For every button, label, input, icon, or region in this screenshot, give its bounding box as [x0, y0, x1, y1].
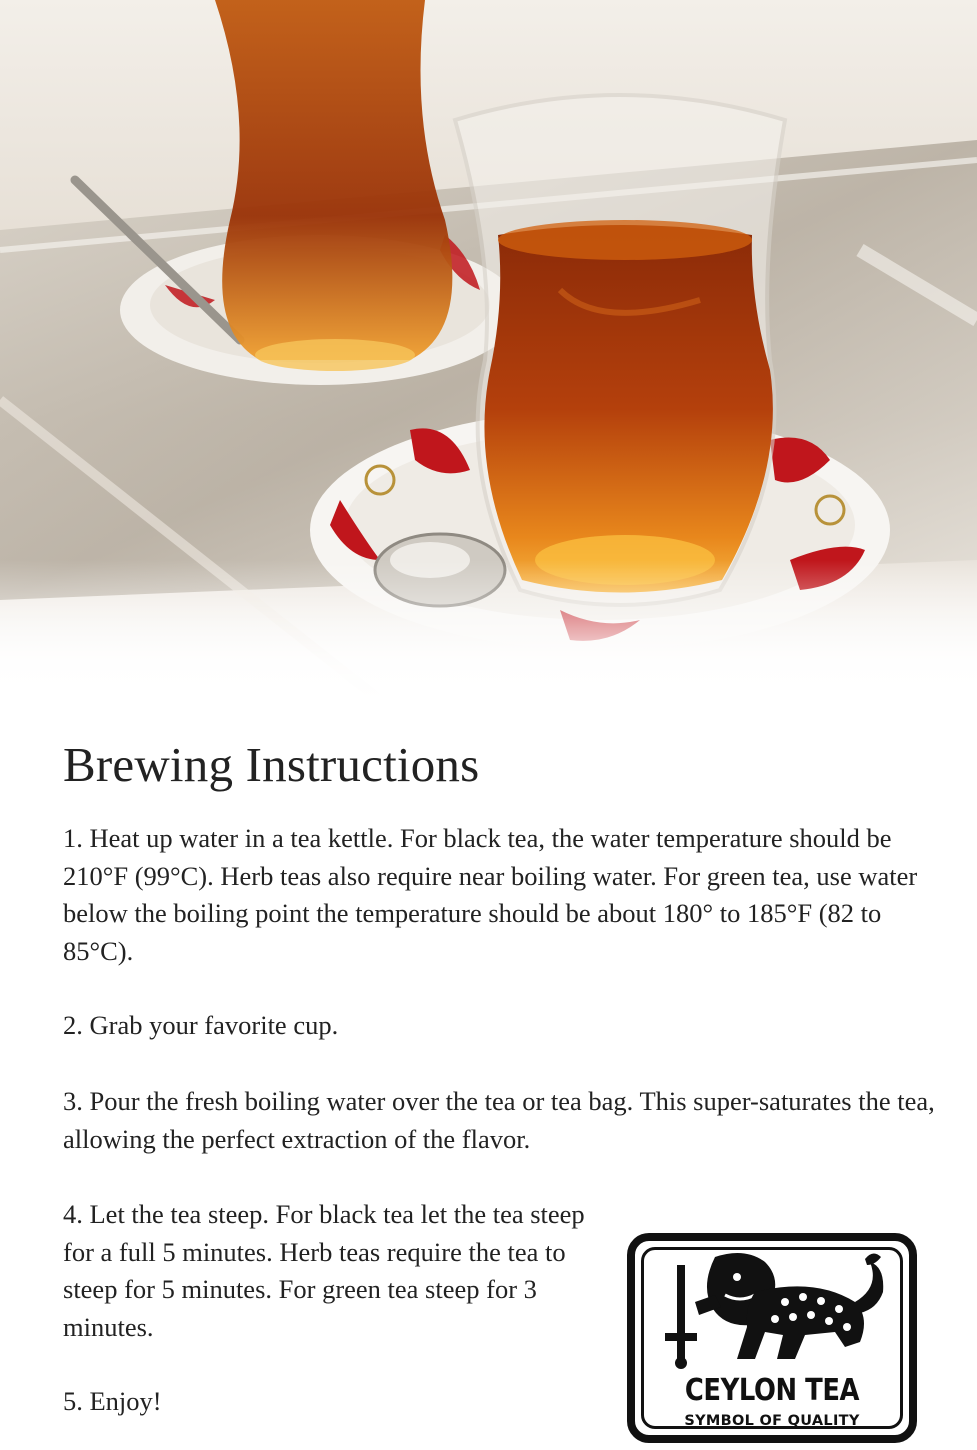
step-1: 1. Heat up water in a tea kettle. For black tea, the water temperature should be 210°F (99°C). Herb teas also require near boiling water. For green tea, use water below the boiling point the temperature should be about 180° to 185°F (82 to 85°C). [63, 823, 918, 966]
page-title: Brewing Instructions [63, 737, 480, 792]
lion-with-sword-icon [655, 1247, 887, 1377]
badge-title: CEYLON TEA [684, 1373, 860, 1408]
step-3: 3. Pour the fresh boiling water over the tea or tea bag. This super-saturates the tea, allowing the perfect extraction of the flavor. [63, 1086, 935, 1154]
photo-fade [0, 560, 977, 700]
step-4: 4. Let the tea steep. For black tea let the tea steep for a full 5 minutes. Herb teas require the tea to steep for 5 minutes. For green tea steep for 3 minutes. [63, 1199, 585, 1342]
step-2: 2. Grab your favorite cup. [63, 1010, 339, 1040]
tea-photo [0, 0, 977, 700]
badge-subtitle: SYMBOL OF QUALITY [684, 1413, 860, 1429]
ceylon-tea-badge [627, 1233, 917, 1443]
step-5: 5. Enjoy! [63, 1386, 162, 1416]
